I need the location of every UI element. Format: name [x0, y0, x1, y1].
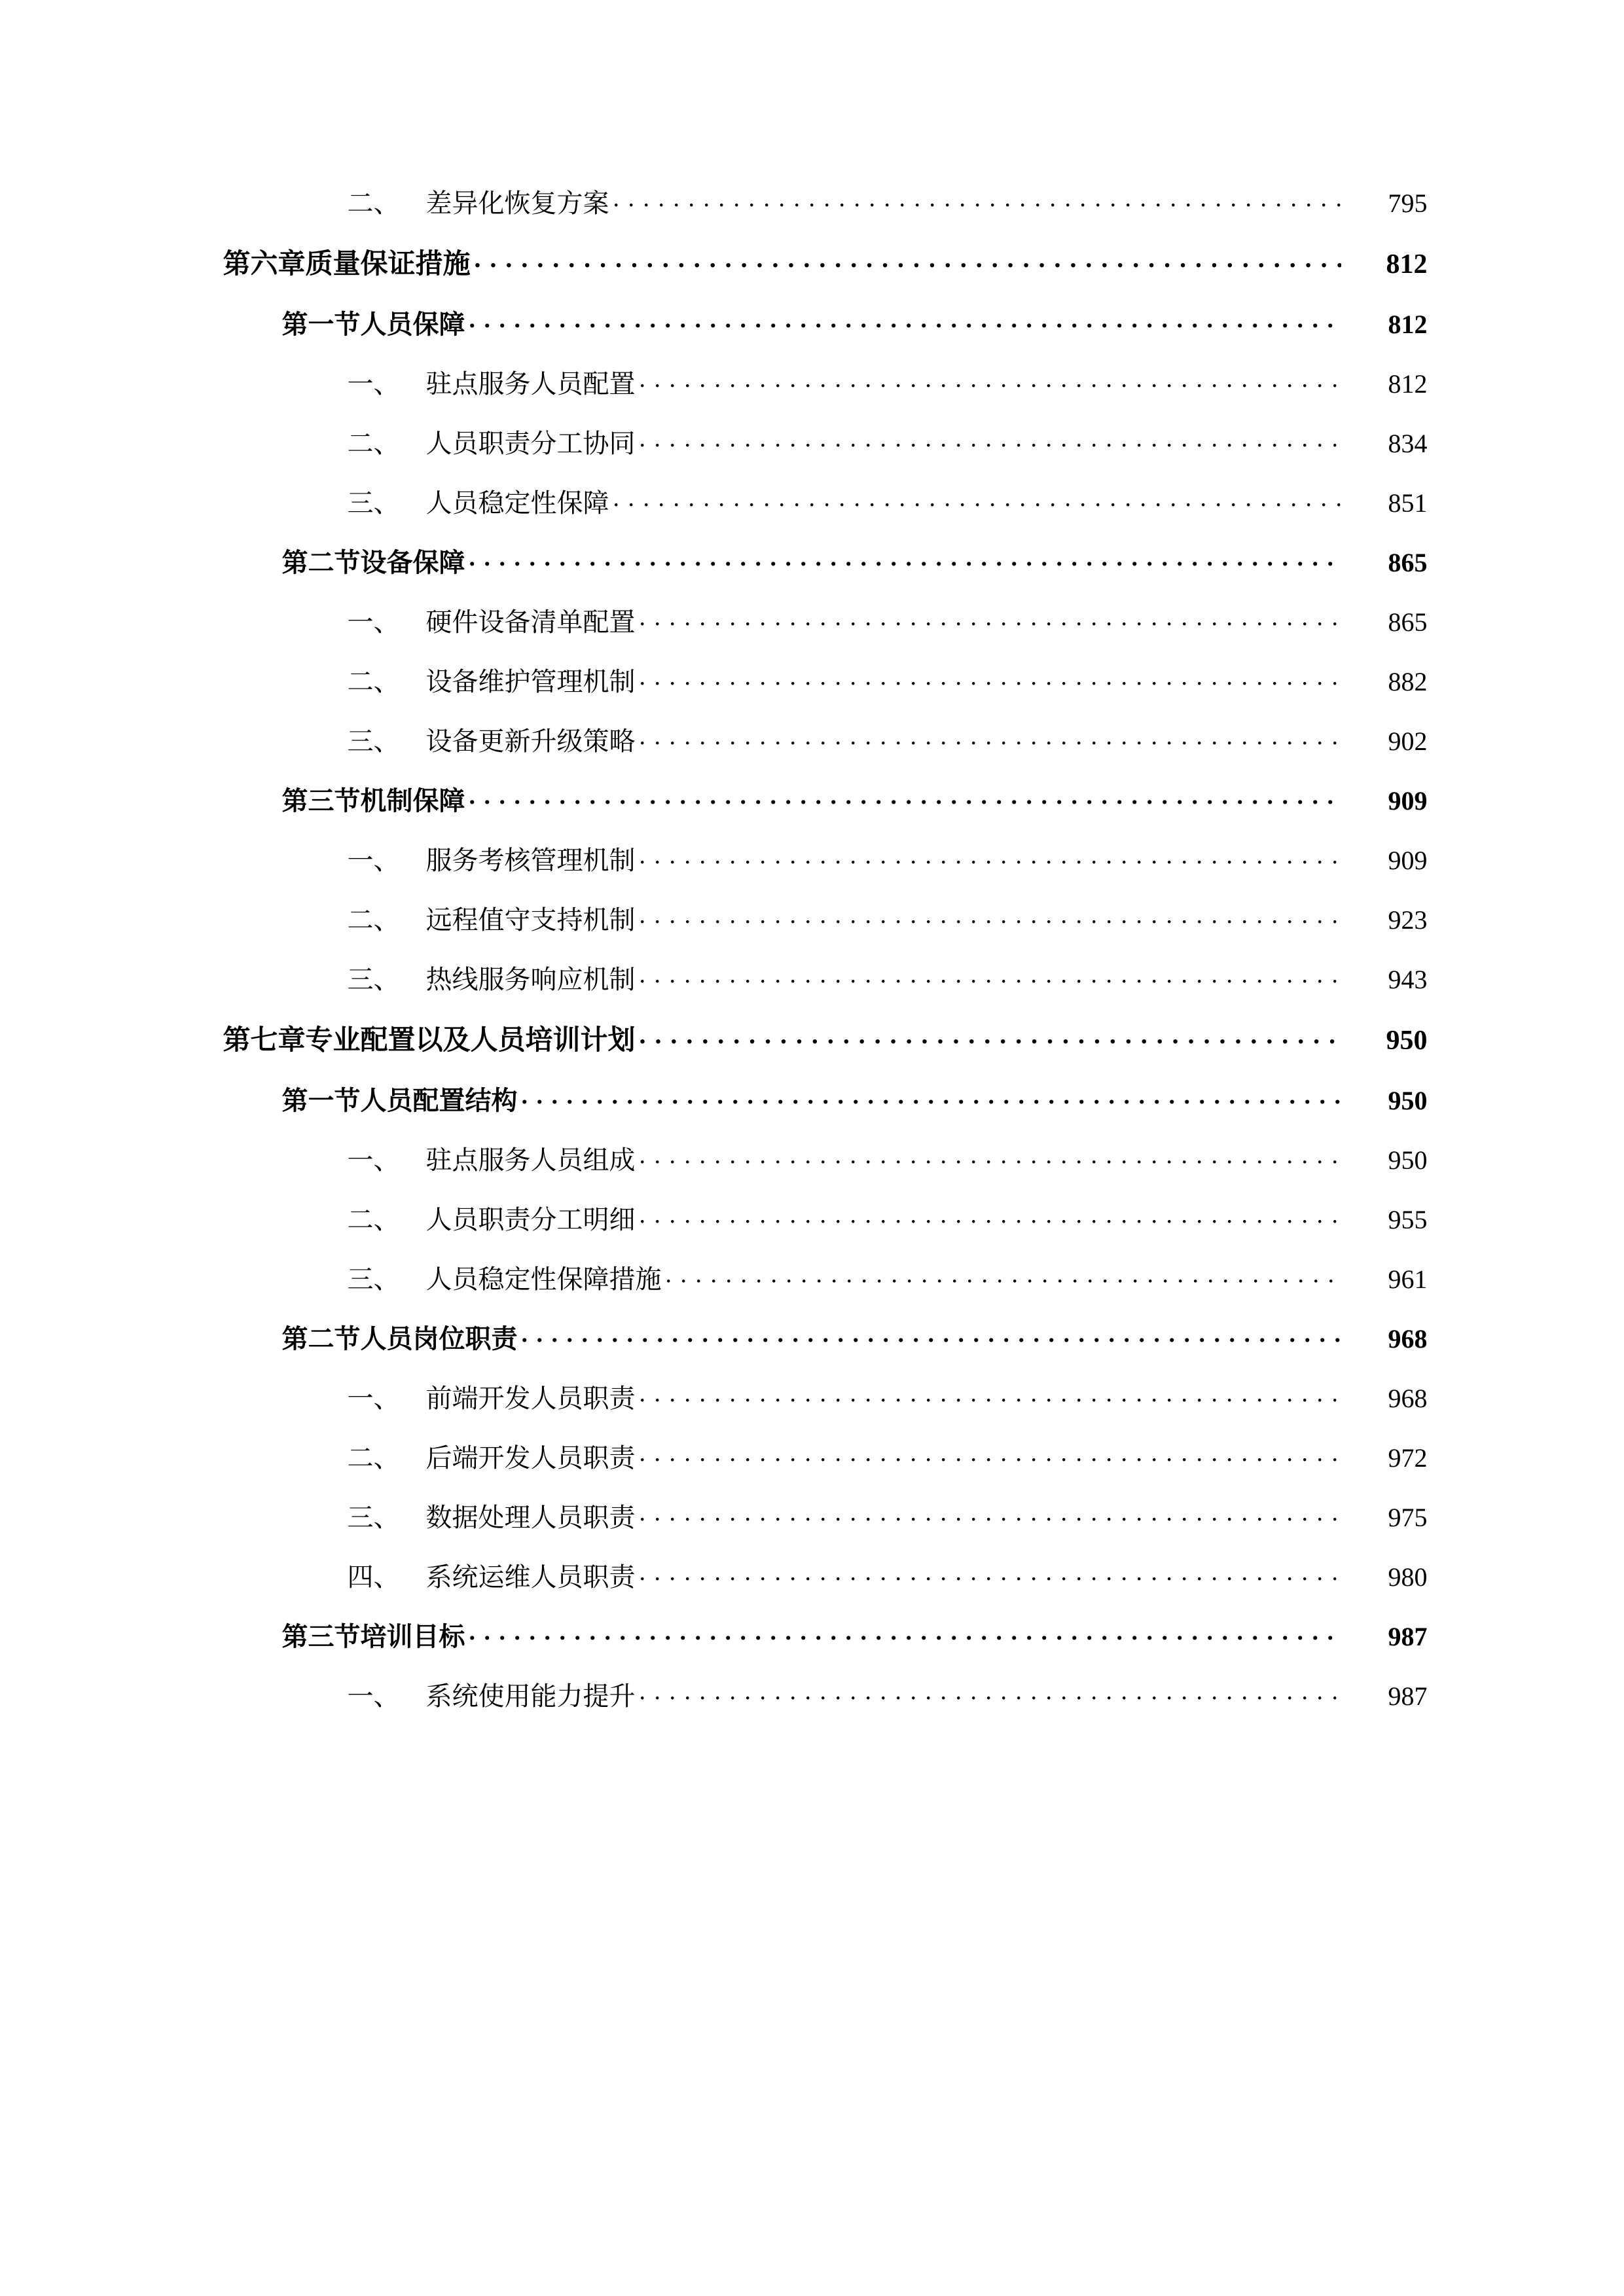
- toc-entry[interactable]: [197, 1321, 1428, 1352]
- toc-entry-title: 远程值守支持机制: [425, 905, 636, 935]
- toc-entry-page-number: 955: [1388, 1205, 1428, 1234]
- toc-entry-page-number: 972: [1388, 1443, 1428, 1473]
- toc-entry-number: 二、: [347, 188, 400, 218]
- toc-entry-title: 数据处理人员职责: [425, 1503, 636, 1532]
- toc-entry[interactable]: [197, 307, 1428, 338]
- toc-entry-page-number: 961: [1388, 1265, 1428, 1294]
- toc-entry-number: 第七章: [223, 1026, 306, 1056]
- toc-entry-number: 三、: [347, 488, 400, 518]
- toc-entry-number: 二、: [347, 429, 400, 458]
- toc-entry-title: 前端开发人员职责: [425, 1384, 636, 1413]
- toc-leader-dots: [475, 245, 1341, 273]
- toc-entry-page-number: 812: [1388, 369, 1428, 399]
- toc-leader-dots: [640, 903, 1341, 929]
- toc-entry-title: 热线服务响应机制: [425, 965, 636, 994]
- toc-entry-number: 一、: [347, 1384, 400, 1413]
- toc-entry-number: 第三节: [281, 786, 361, 816]
- toc-entry-number: 一、: [347, 369, 400, 399]
- toc-entry-page-number: 980: [1388, 1562, 1428, 1592]
- toc-entry[interactable]: [197, 1679, 1428, 1710]
- toc-entry-number: 二、: [347, 1443, 400, 1473]
- toc-entry-page-number: 812: [1388, 310, 1428, 339]
- toc-entry-title: 人员职责分工协同: [425, 429, 636, 458]
- toc-entry-title: 人员职责分工明细: [425, 1205, 636, 1234]
- toc-leader-dots: [522, 1083, 1341, 1109]
- toc-entry-page-number: 950: [1388, 1086, 1428, 1115]
- toc-entry-title: 人员稳定性保障措施: [425, 1265, 662, 1294]
- toc-entry-page-number: 987: [1388, 1622, 1428, 1651]
- toc-entry-page-number: 950: [1386, 1026, 1428, 1056]
- toc-leader-dots: [640, 605, 1341, 631]
- toc-entry-title: 专业配置以及人员培训计划: [305, 1026, 636, 1056]
- toc-leader-dots: [640, 1381, 1341, 1407]
- toc-leader-dots: [666, 1262, 1341, 1288]
- toc-entry[interactable]: [197, 1083, 1428, 1114]
- toc-entry-page-number: 987: [1388, 1681, 1428, 1711]
- toc-entry[interactable]: [197, 1560, 1428, 1590]
- toc-entry-number: 一、: [347, 607, 400, 637]
- toc-entry-title: 人员配置结构: [360, 1086, 518, 1115]
- toc-leader-dots: [640, 1143, 1341, 1169]
- toc-entry[interactable]: [197, 486, 1428, 516]
- toc-entry[interactable]: [197, 783, 1428, 814]
- toc-entry-number: 一、: [347, 1145, 400, 1175]
- toc-leader-dots: [469, 307, 1341, 333]
- toc-entry-number: 一、: [347, 1681, 400, 1711]
- toc-entry[interactable]: [197, 903, 1428, 933]
- toc-entry-number: 一、: [347, 846, 400, 875]
- toc-leader-dots: [640, 1202, 1341, 1229]
- toc-entry[interactable]: [197, 1500, 1428, 1531]
- toc-leader-dots: [640, 367, 1341, 393]
- toc-leader-dots: [640, 664, 1341, 691]
- toc-entry[interactable]: [197, 1143, 1428, 1174]
- toc-entry-number: 三、: [347, 726, 400, 756]
- toc-entry-number: 第三节: [281, 1622, 361, 1651]
- toc-leader-dots: [640, 426, 1341, 452]
- toc-leader-dots: [522, 1321, 1341, 1348]
- toc-leader-dots: [640, 1022, 1341, 1049]
- toc-entry-title: 人员稳定性保障: [425, 488, 609, 518]
- toc-entry-number: 第一节: [281, 310, 361, 339]
- toc-entry-number: 第二节: [281, 1324, 361, 1354]
- toc-entry-page-number: 834: [1388, 429, 1428, 458]
- toc-entry-title: 人员岗位职责: [360, 1324, 518, 1354]
- toc-entry[interactable]: [197, 605, 1428, 636]
- toc-entry-number: 第一节: [281, 1086, 361, 1115]
- toc-entry-number: 三、: [347, 1503, 400, 1532]
- toc-entry-page-number: 882: [1388, 667, 1428, 696]
- toc-entry[interactable]: [197, 245, 1428, 278]
- toc-entry-title: 服务考核管理机制: [425, 846, 636, 875]
- toc-entry-title: 设备维护管理机制: [425, 667, 636, 696]
- toc-entry-page-number: 943: [1388, 965, 1428, 994]
- toc-entry[interactable]: [197, 545, 1428, 576]
- toc-entry[interactable]: [197, 1441, 1428, 1471]
- toc-entry[interactable]: [197, 1381, 1428, 1412]
- toc-entry[interactable]: [197, 1619, 1428, 1650]
- toc-entry-title: 硬件设备清单配置: [425, 607, 636, 637]
- toc-entry-number: 三、: [347, 965, 400, 994]
- toc-entry-title: 质量保证措施: [305, 249, 471, 279]
- toc-leader-dots: [640, 1679, 1341, 1705]
- toc-entry-number: 三、: [347, 1265, 400, 1294]
- toc-entry-title: 机制保障: [360, 786, 465, 816]
- toc-entry-page-number: 865: [1388, 548, 1428, 577]
- toc-entry-title: 系统运维人员职责: [425, 1562, 636, 1592]
- toc-entry-number: 四、: [347, 1562, 400, 1592]
- toc-entry-title: 培训目标: [360, 1622, 465, 1651]
- toc-entry-page-number: 950: [1388, 1145, 1428, 1175]
- toc-entry-title: 后端开发人员职责: [425, 1443, 636, 1473]
- toc-leader-dots: [469, 783, 1341, 810]
- toc-entry-page-number: 968: [1388, 1384, 1428, 1413]
- toc-entry-page-number: 909: [1388, 846, 1428, 875]
- toc-entry-number: 二、: [347, 667, 400, 696]
- toc-entry[interactable]: [197, 1022, 1428, 1054]
- toc-entry[interactable]: [197, 724, 1428, 755]
- toc-leader-dots: [640, 843, 1341, 869]
- toc-entry[interactable]: [197, 843, 1428, 874]
- toc-leader-dots: [613, 486, 1341, 512]
- toc-entry-title: 驻点服务人员组成: [425, 1145, 636, 1175]
- toc-entry[interactable]: [197, 367, 1428, 397]
- toc-entry-title: 人员保障: [360, 310, 465, 339]
- toc-entry-number: 第二节: [281, 548, 361, 577]
- toc-entry[interactable]: [197, 962, 1428, 993]
- toc-entry-page-number: 975: [1388, 1503, 1428, 1532]
- toc-entry-title: 差异化恢复方案: [425, 188, 609, 218]
- toc-leader-dots: [469, 545, 1341, 571]
- toc-entry-number: 第六章: [223, 249, 306, 279]
- toc-entry-page-number: 865: [1388, 607, 1428, 637]
- toc-leader-dots: [640, 1441, 1341, 1467]
- toc-entry-number: 二、: [347, 905, 400, 935]
- toc-entry-title: 系统使用能力提升: [425, 1681, 636, 1711]
- toc-leader-dots: [640, 962, 1341, 988]
- toc-entry-title: 设备更新升级策略: [425, 726, 636, 756]
- toc-leader-dots: [469, 1619, 1341, 1645]
- toc-leader-dots: [640, 1560, 1341, 1586]
- toc-entry-page-number: 923: [1388, 905, 1428, 935]
- table-of-contents: [197, 186, 1428, 1710]
- toc-entry[interactable]: [197, 1202, 1428, 1233]
- toc-leader-dots: [640, 724, 1341, 750]
- toc-entry-page-number: 812: [1386, 249, 1428, 279]
- toc-entry[interactable]: [197, 664, 1428, 695]
- toc-entry[interactable]: [197, 1262, 1428, 1293]
- toc-entry-number: 二、: [347, 1205, 400, 1234]
- toc-leader-dots: [640, 1500, 1341, 1526]
- toc-entry[interactable]: [197, 186, 1428, 217]
- toc-entry[interactable]: [197, 426, 1428, 457]
- toc-entry-title: 驻点服务人员配置: [425, 369, 636, 399]
- toc-entry-page-number: 968: [1388, 1324, 1428, 1354]
- toc-entry-page-number: 795: [1388, 188, 1428, 218]
- toc-entry-page-number: 909: [1388, 786, 1428, 816]
- toc-entry-title: 设备保障: [360, 548, 465, 577]
- toc-entry-page-number: 851: [1388, 488, 1428, 518]
- toc-entry-page-number: 902: [1388, 726, 1428, 756]
- toc-leader-dots: [613, 186, 1341, 212]
